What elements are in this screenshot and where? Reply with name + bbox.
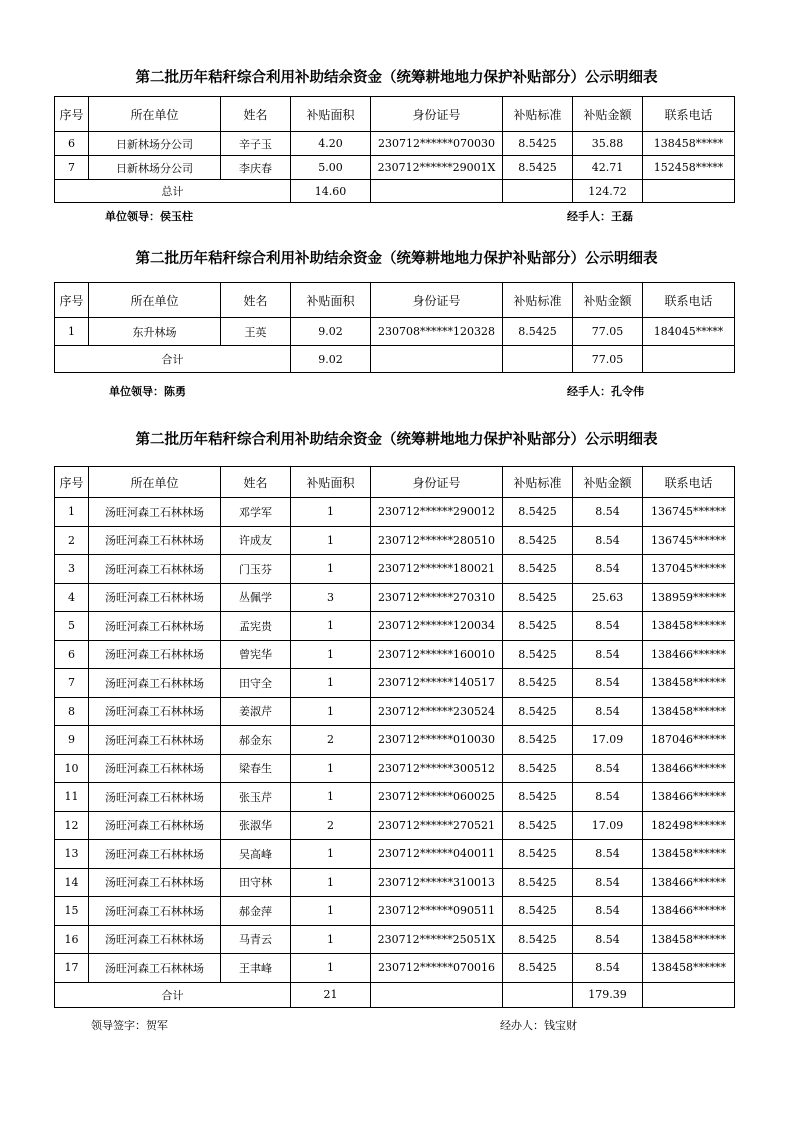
- row-index: 10: [55, 754, 89, 783]
- row-unit: 汤旺河森工石林林场: [89, 640, 221, 669]
- row-unit: 汤旺河森工石林林场: [89, 754, 221, 783]
- leader-signature: 领导签字：贺军: [91, 1019, 168, 1032]
- row-phone: 138458******: [643, 925, 735, 954]
- total-empty-cell: [371, 346, 503, 373]
- row-phone: 138458******: [643, 954, 735, 983]
- row-phone: 138466******: [643, 783, 735, 812]
- row-id-number: 230712******070030: [371, 132, 503, 156]
- row-unit: 东升林场: [89, 318, 221, 346]
- row-standard: 8.5425: [503, 526, 573, 555]
- table-row: [55, 925, 735, 954]
- row-unit: 汤旺河森工石林林场: [89, 840, 221, 869]
- row-index: 5: [55, 612, 89, 641]
- header-phone: 联系电话: [643, 283, 735, 318]
- row-area: 1: [291, 868, 371, 897]
- row-area: 3: [291, 583, 371, 612]
- row-index: 7: [55, 669, 89, 698]
- unit-leader-signature: 单位领导：陈勇: [109, 385, 186, 398]
- row-standard: 8.5425: [503, 783, 573, 812]
- header-unit: 所在单位: [89, 467, 221, 498]
- row-unit: 汤旺河森工石林林场: [89, 612, 221, 641]
- row-id-number: 230712******310013: [371, 868, 503, 897]
- table-row: [55, 897, 735, 926]
- row-area: 1: [291, 783, 371, 812]
- total-empty-cell: [503, 346, 573, 373]
- row-index: 1: [55, 498, 89, 527]
- row-phone: 136745******: [643, 498, 735, 527]
- header-amount: 补贴金额: [573, 467, 643, 498]
- row-index: 16: [55, 925, 89, 954]
- row-area: 1: [291, 754, 371, 783]
- row-standard: 8.5425: [503, 583, 573, 612]
- row-index: 7: [55, 156, 89, 180]
- row-name: 张玉芹: [221, 783, 291, 812]
- row-name: 孟宪贵: [221, 612, 291, 641]
- row-area: 1: [291, 612, 371, 641]
- row-area: 5.00: [291, 156, 371, 180]
- row-amount: 35.88: [573, 132, 643, 156]
- row-index: 4: [55, 583, 89, 612]
- row-amount: 8.54: [573, 897, 643, 926]
- header-name: 姓名: [221, 97, 291, 132]
- row-name: 田守林: [221, 868, 291, 897]
- row-standard: 8.5425: [503, 954, 573, 983]
- table-header-row: [55, 97, 735, 132]
- row-amount: 8.54: [573, 840, 643, 869]
- header-unit: 所在单位: [89, 97, 221, 132]
- row-standard: 8.5425: [503, 612, 573, 641]
- row-phone: 138458******: [643, 612, 735, 641]
- row-name: 郝金萍: [221, 897, 291, 926]
- header-area: 补贴面积: [291, 97, 371, 132]
- row-standard: 8.5425: [503, 840, 573, 869]
- row-standard: 8.5425: [503, 498, 573, 527]
- row-name: 王聿峰: [221, 954, 291, 983]
- row-index: 8: [55, 697, 89, 726]
- row-index: 14: [55, 868, 89, 897]
- table-row: [55, 612, 735, 641]
- table-row: [55, 318, 735, 346]
- row-index: 2: [55, 526, 89, 555]
- row-standard: 8.5425: [503, 697, 573, 726]
- row-amount: 17.09: [573, 726, 643, 755]
- row-id-number: 230712******040011: [371, 840, 503, 869]
- header-index: 序号: [55, 283, 89, 318]
- row-unit: 汤旺河森工石林林场: [89, 583, 221, 612]
- row-standard: 8.5425: [503, 156, 573, 180]
- row-area: 1: [291, 498, 371, 527]
- total-area: 9.02: [291, 346, 371, 373]
- row-standard: 8.5425: [503, 754, 573, 783]
- row-area: 1: [291, 954, 371, 983]
- row-amount: 8.54: [573, 640, 643, 669]
- row-phone: 138466******: [643, 868, 735, 897]
- header-id-number: 身份证号: [371, 97, 503, 132]
- table-row: [55, 132, 735, 156]
- section-2-title: 第二批历年秸秆综合利用补助结余资金（统筹耕地地力保护补贴部分）公示明细表: [135, 251, 658, 267]
- row-index: 11: [55, 783, 89, 812]
- section-1-title: 第二批历年秸秆综合利用补助结余资金（统筹耕地地力保护补贴部分）公示明细表: [135, 70, 658, 86]
- row-phone: 138458******: [643, 669, 735, 698]
- row-name: 张淑华: [221, 811, 291, 840]
- table-row: [55, 726, 735, 755]
- row-amount: 8.54: [573, 925, 643, 954]
- header-index: 序号: [55, 467, 89, 498]
- row-id-number: 230712******25051X: [371, 925, 503, 954]
- row-standard: 8.5425: [503, 925, 573, 954]
- row-phone: 138959******: [643, 583, 735, 612]
- header-amount: 补贴金额: [573, 97, 643, 132]
- row-amount: 8.54: [573, 669, 643, 698]
- row-unit: 汤旺河森工石林林场: [89, 954, 221, 983]
- header-area: 补贴面积: [291, 467, 371, 498]
- row-phone: 138466******: [643, 754, 735, 783]
- row-id-number: 230712******140517: [371, 669, 503, 698]
- row-unit: 汤旺河森工石林林场: [89, 897, 221, 926]
- row-standard: 8.5425: [503, 640, 573, 669]
- row-area: 1: [291, 840, 371, 869]
- row-standard: 8.5425: [503, 555, 573, 584]
- total-area: 21: [291, 982, 371, 1007]
- table-row: [55, 783, 735, 812]
- header-id-number: 身份证号: [371, 283, 503, 318]
- row-standard: 8.5425: [503, 868, 573, 897]
- row-name: 吴高峰: [221, 840, 291, 869]
- row-id-number: 230712******270521: [371, 811, 503, 840]
- row-area: 2: [291, 811, 371, 840]
- row-name: 马青云: [221, 925, 291, 954]
- section-3-table: [54, 466, 735, 1008]
- row-phone: 184045*****: [643, 318, 735, 346]
- row-phone: 187046******: [643, 726, 735, 755]
- row-area: 1: [291, 640, 371, 669]
- row-name: 曾宪华: [221, 640, 291, 669]
- row-area: 1: [291, 925, 371, 954]
- row-unit: 汤旺河森工石林林场: [89, 811, 221, 840]
- row-amount: 8.54: [573, 697, 643, 726]
- total-empty-cell: [503, 180, 573, 203]
- row-amount: 8.54: [573, 754, 643, 783]
- row-unit: 汤旺河森工石林林场: [89, 925, 221, 954]
- section-1-table: [54, 96, 735, 203]
- row-name: 许成友: [221, 526, 291, 555]
- total-label: 总计: [55, 180, 291, 203]
- row-amount: 8.54: [573, 526, 643, 555]
- section-3-title: 第二批历年秸秆综合利用补助结余资金（统筹耕地地力保护补贴部分）公示明细表: [135, 432, 658, 448]
- row-amount: 42.71: [573, 156, 643, 180]
- header-phone: 联系电话: [643, 467, 735, 498]
- total-row: [55, 180, 735, 203]
- row-standard: 8.5425: [503, 318, 573, 346]
- row-index: 6: [55, 132, 89, 156]
- row-unit: 日新林场分公司: [89, 132, 221, 156]
- row-area: 2: [291, 726, 371, 755]
- row-id-number: 230712******070016: [371, 954, 503, 983]
- row-id-number: 230712******160010: [371, 640, 503, 669]
- header-amount: 补贴金额: [573, 283, 643, 318]
- row-id-number: 230712******300512: [371, 754, 503, 783]
- total-amount: 179.39: [573, 982, 643, 1007]
- row-id-number: 230712******270310: [371, 583, 503, 612]
- row-index: 12: [55, 811, 89, 840]
- header-standard: 补贴标准: [503, 97, 573, 132]
- row-unit: 汤旺河森工石林林场: [89, 526, 221, 555]
- row-index: 6: [55, 640, 89, 669]
- row-unit: 汤旺河森工石林林场: [89, 669, 221, 698]
- row-id-number: 230712******29001X: [371, 156, 503, 180]
- header-id-number: 身份证号: [371, 467, 503, 498]
- header-area: 补贴面积: [291, 283, 371, 318]
- table-row: [55, 555, 735, 584]
- row-amount: 25.63: [573, 583, 643, 612]
- row-amount: 8.54: [573, 868, 643, 897]
- row-standard: 8.5425: [503, 726, 573, 755]
- row-id-number: 230712******120034: [371, 612, 503, 641]
- row-phone: 182498******: [643, 811, 735, 840]
- row-unit: 汤旺河森工石林林场: [89, 783, 221, 812]
- header-unit: 所在单位: [89, 283, 221, 318]
- row-index: 9: [55, 726, 89, 755]
- table-row: [55, 754, 735, 783]
- table-row: [55, 811, 735, 840]
- total-row: [55, 346, 735, 373]
- table-row: [55, 156, 735, 180]
- total-label: 合计: [55, 982, 291, 1007]
- table-row: [55, 640, 735, 669]
- row-phone: 137045******: [643, 555, 735, 584]
- row-area: 1: [291, 526, 371, 555]
- table-row: [55, 526, 735, 555]
- row-amount: 8.54: [573, 612, 643, 641]
- total-empty-cell: [503, 982, 573, 1007]
- row-name: 郝金东: [221, 726, 291, 755]
- row-amount: 8.54: [573, 555, 643, 584]
- row-index: 3: [55, 555, 89, 584]
- row-amount: 17.09: [573, 811, 643, 840]
- row-area: 4.20: [291, 132, 371, 156]
- total-amount: 124.72: [573, 180, 643, 203]
- table-row: [55, 954, 735, 983]
- header-standard: 补贴标准: [503, 467, 573, 498]
- row-index: 13: [55, 840, 89, 869]
- row-name: 姜淑芹: [221, 697, 291, 726]
- row-unit: 汤旺河森工石林林场: [89, 868, 221, 897]
- total-empty-cell: [371, 982, 503, 1007]
- row-phone: 138458*****: [643, 132, 735, 156]
- row-area: 1: [291, 897, 371, 926]
- row-area: 1: [291, 555, 371, 584]
- row-amount: 8.54: [573, 954, 643, 983]
- row-name: 辛子玉: [221, 132, 291, 156]
- row-unit: 汤旺河森工石林林场: [89, 697, 221, 726]
- row-phone: 138458******: [643, 697, 735, 726]
- row-id-number: 230712******230524: [371, 697, 503, 726]
- row-phone: 138466******: [643, 640, 735, 669]
- row-id-number: 230712******290012: [371, 498, 503, 527]
- row-phone: 136745******: [643, 526, 735, 555]
- handler-signature: 经手人：孔令伟: [567, 385, 644, 398]
- table-row: [55, 669, 735, 698]
- total-empty-cell: [643, 180, 735, 203]
- header-name: 姓名: [221, 283, 291, 318]
- row-name: 王英: [221, 318, 291, 346]
- row-id-number: 230712******090511: [371, 897, 503, 926]
- handler-signature: 经手人：王磊: [567, 210, 633, 223]
- row-id-number: 230712******010030: [371, 726, 503, 755]
- row-name: 邓学军: [221, 498, 291, 527]
- row-amount: 77.05: [573, 318, 643, 346]
- row-name: 田守全: [221, 669, 291, 698]
- row-standard: 8.5425: [503, 669, 573, 698]
- total-amount: 77.05: [573, 346, 643, 373]
- row-index: 1: [55, 318, 89, 346]
- row-standard: 8.5425: [503, 811, 573, 840]
- section-2-table: [54, 282, 735, 373]
- total-label: 合计: [55, 346, 291, 373]
- row-standard: 8.5425: [503, 897, 573, 926]
- row-name: 丛佩学: [221, 583, 291, 612]
- row-unit: 汤旺河森工石林林场: [89, 726, 221, 755]
- row-id-number: 230712******060025: [371, 783, 503, 812]
- total-empty-cell: [643, 346, 735, 373]
- header-name: 姓名: [221, 467, 291, 498]
- row-standard: 8.5425: [503, 132, 573, 156]
- row-phone: 138458******: [643, 840, 735, 869]
- table-header-row: [55, 467, 735, 498]
- row-index: 15: [55, 897, 89, 926]
- header-index: 序号: [55, 97, 89, 132]
- row-phone: 138466******: [643, 897, 735, 926]
- total-row: [55, 982, 735, 1007]
- row-unit: 日新林场分公司: [89, 156, 221, 180]
- row-unit: 汤旺河森工石林林场: [89, 498, 221, 527]
- header-standard: 补贴标准: [503, 283, 573, 318]
- total-empty-cell: [643, 982, 735, 1007]
- row-id-number: 230712******180021: [371, 555, 503, 584]
- row-name: 李庆春: [221, 156, 291, 180]
- row-unit: 汤旺河森工石林林场: [89, 555, 221, 584]
- row-area: 1: [291, 669, 371, 698]
- row-name: 门玉芬: [221, 555, 291, 584]
- handler-signature: 经办人：钱宝财: [500, 1019, 577, 1032]
- row-id-number: 230708******120328: [371, 318, 503, 346]
- table-row: [55, 583, 735, 612]
- row-area: 1: [291, 697, 371, 726]
- table-row: [55, 840, 735, 869]
- table-row: [55, 868, 735, 897]
- row-phone: 152458*****: [643, 156, 735, 180]
- row-index: 17: [55, 954, 89, 983]
- unit-leader-signature: 单位领导：侯玉柱: [105, 210, 193, 223]
- total-area: 14.60: [291, 180, 371, 203]
- table-row: [55, 697, 735, 726]
- row-amount: 8.54: [573, 498, 643, 527]
- header-phone: 联系电话: [643, 97, 735, 132]
- table-row: [55, 498, 735, 527]
- row-id-number: 230712******280510: [371, 526, 503, 555]
- row-amount: 8.54: [573, 783, 643, 812]
- total-empty-cell: [371, 180, 503, 203]
- row-area: 9.02: [291, 318, 371, 346]
- row-name: 梁春生: [221, 754, 291, 783]
- table-header-row: [55, 283, 735, 318]
